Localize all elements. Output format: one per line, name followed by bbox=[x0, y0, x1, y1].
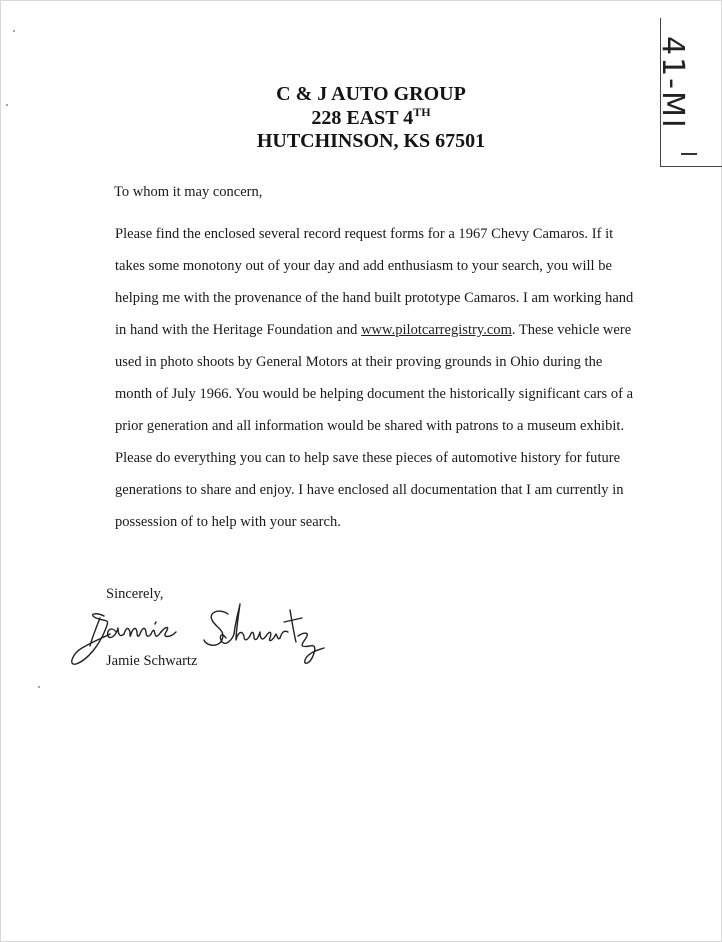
body-line-7: prior generation and all information would be shared with patrons to a museum exhibit. bbox=[115, 418, 625, 434]
body-line-5: used in photo shoots by General Motors at their proving grounds in Ohio during the bbox=[115, 354, 603, 370]
salutation: To whom it may concern, bbox=[114, 184, 263, 200]
body-line-10: possession of to help with your search. bbox=[115, 514, 341, 530]
scan-speck bbox=[13, 30, 15, 32]
body-line-4-start: in hand with the Heritage Foundation and bbox=[115, 322, 362, 338]
body-line-8: Please do everything you can to help save these pieces of automotive history for future bbox=[115, 450, 621, 466]
body-line-2: takes some monotony out of your day and add enthusiasm to your search, you will be bbox=[115, 258, 612, 274]
signer-name: Jamie Schwartz bbox=[106, 653, 198, 669]
body-line-9: generations to share and enjoy. I have enclosed all documentation that I am currently in bbox=[115, 482, 624, 498]
closing: Sincerely, bbox=[106, 586, 164, 602]
body-line-6: month of July 1966. You would be helping document the historically significant cars of a bbox=[115, 386, 634, 402]
letterhead-street bbox=[10, 106, 722, 130]
letterhead-street-suffix: TH bbox=[413, 105, 431, 119]
annotation-dash bbox=[681, 153, 697, 155]
scan-speck bbox=[38, 686, 40, 688]
handwritten-annotation: 41-MI bbox=[655, 36, 690, 130]
scan-speck bbox=[6, 104, 8, 106]
body-line-4 bbox=[115, 322, 631, 339]
letterhead-street-number: 228 EAST 4 bbox=[311, 107, 414, 129]
pilotcarregistry-link[interactable]: www.pilotcarregistry.com bbox=[361, 322, 512, 338]
body-line-3: helping me with the provenance of the hand built prototype Camaros. I am working hand bbox=[115, 290, 634, 306]
letterhead-city: HUTCHINSON, KS 67501 bbox=[256, 130, 486, 152]
body-line-1: Please find the enclosed several record request forms for a 1967 Chevy Camaros. If it bbox=[115, 226, 614, 242]
body-line-4-end: . These vehicle were bbox=[511, 322, 632, 338]
letterhead-company: C & J AUTO GROUP bbox=[276, 83, 466, 105]
